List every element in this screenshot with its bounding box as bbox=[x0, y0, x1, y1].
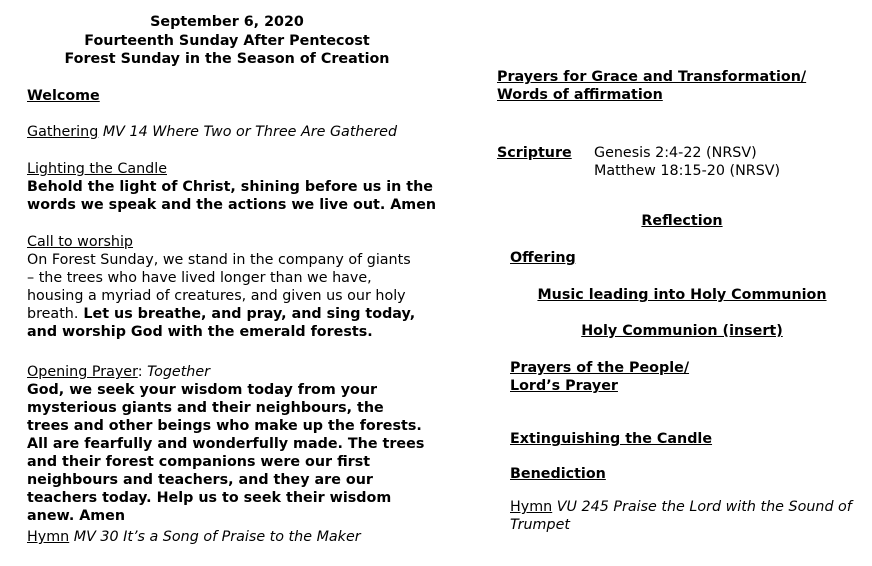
prayer-text: God, we seek your wisdom today from your mysterious giants and their neighbours, the trees and other beings who make up the forests. All are fearfully and wonderfully made. The trees and their forest companions were our first neighbours and teachers, and they are our teachers today. Help us to seek their wisdom anew. Amen bbox=[27, 382, 425, 524]
candle-section bbox=[27, 160, 437, 214]
call-text-plain: On Forest Sunday, we stand in the company of giants – the trees who have lived longer than we have, housing a myriad of creatures, and given us our holy breath. bbox=[27, 252, 411, 322]
opening-prayer-section bbox=[27, 363, 427, 525]
service-theme: Forest Sunday in the Season of Creation bbox=[64, 51, 390, 67]
service-date: September 6, 2020 bbox=[150, 14, 304, 30]
hymn-label-right: Hymn bbox=[510, 499, 553, 515]
call-to-worship-section bbox=[27, 233, 422, 341]
call-text bbox=[27, 251, 422, 341]
candle-text: Behold the light of Christ, shining before us in the words we speak and the actions we live out. Amen bbox=[27, 179, 437, 213]
welcome-heading: Welcome bbox=[27, 88, 100, 104]
closing-hymn-left bbox=[27, 528, 437, 546]
prayer-heading-line: Opening Prayer: Together bbox=[27, 364, 211, 380]
communion-heading: Holy Communion (insert) bbox=[581, 323, 783, 339]
call-heading: Call to worship bbox=[27, 234, 134, 250]
scripture-label: Scripture bbox=[497, 145, 572, 161]
benediction-heading: Benediction bbox=[510, 466, 606, 482]
prayer-together: Together bbox=[147, 364, 211, 380]
call-text-bold: Let us breathe, and pray, and sing today, and worship God with the emerald forests. bbox=[27, 306, 416, 340]
closing-hymn-right bbox=[510, 498, 865, 534]
offering-heading: Offering bbox=[510, 250, 576, 266]
music-heading: Music leading into Holy Communion bbox=[537, 287, 827, 303]
hymn-song-left: MV 30 It’s a Song of Praise to the Maker bbox=[73, 529, 361, 545]
gathering-song: MV 14 Where Two or Three Are Gathered bbox=[102, 124, 398, 140]
hymn-song-right-cont: Trumpet bbox=[510, 517, 570, 533]
bulletin-title bbox=[27, 13, 427, 69]
prayers-grace-heading: Prayers for Grace and Transformation/ Words of affirmation bbox=[497, 69, 807, 103]
prayers-people-heading: Prayers of the People/ Lord’s Prayer bbox=[510, 360, 690, 394]
hymn-song-right: VU 245 Praise the Lord with the Sound of bbox=[556, 499, 852, 515]
gathering-line bbox=[27, 123, 437, 141]
scripture-reading-1: Genesis 2:4-22 (NRSV) bbox=[594, 145, 757, 161]
prayer-heading: Opening Prayer bbox=[27, 364, 138, 380]
scripture-section bbox=[497, 144, 867, 180]
reflection-heading: Reflection bbox=[641, 213, 723, 229]
hymn-label-left: Hymn bbox=[27, 529, 70, 545]
gathering-label: Gathering bbox=[27, 124, 99, 140]
liturgical-sunday: Fourteenth Sunday After Pentecost bbox=[84, 32, 370, 49]
scripture-reading-2: Matthew 18:15-20 (NRSV) bbox=[594, 163, 781, 179]
candle-heading: Lighting the Candle bbox=[27, 161, 167, 177]
extinguish-heading: Extinguishing the Candle bbox=[510, 431, 713, 447]
